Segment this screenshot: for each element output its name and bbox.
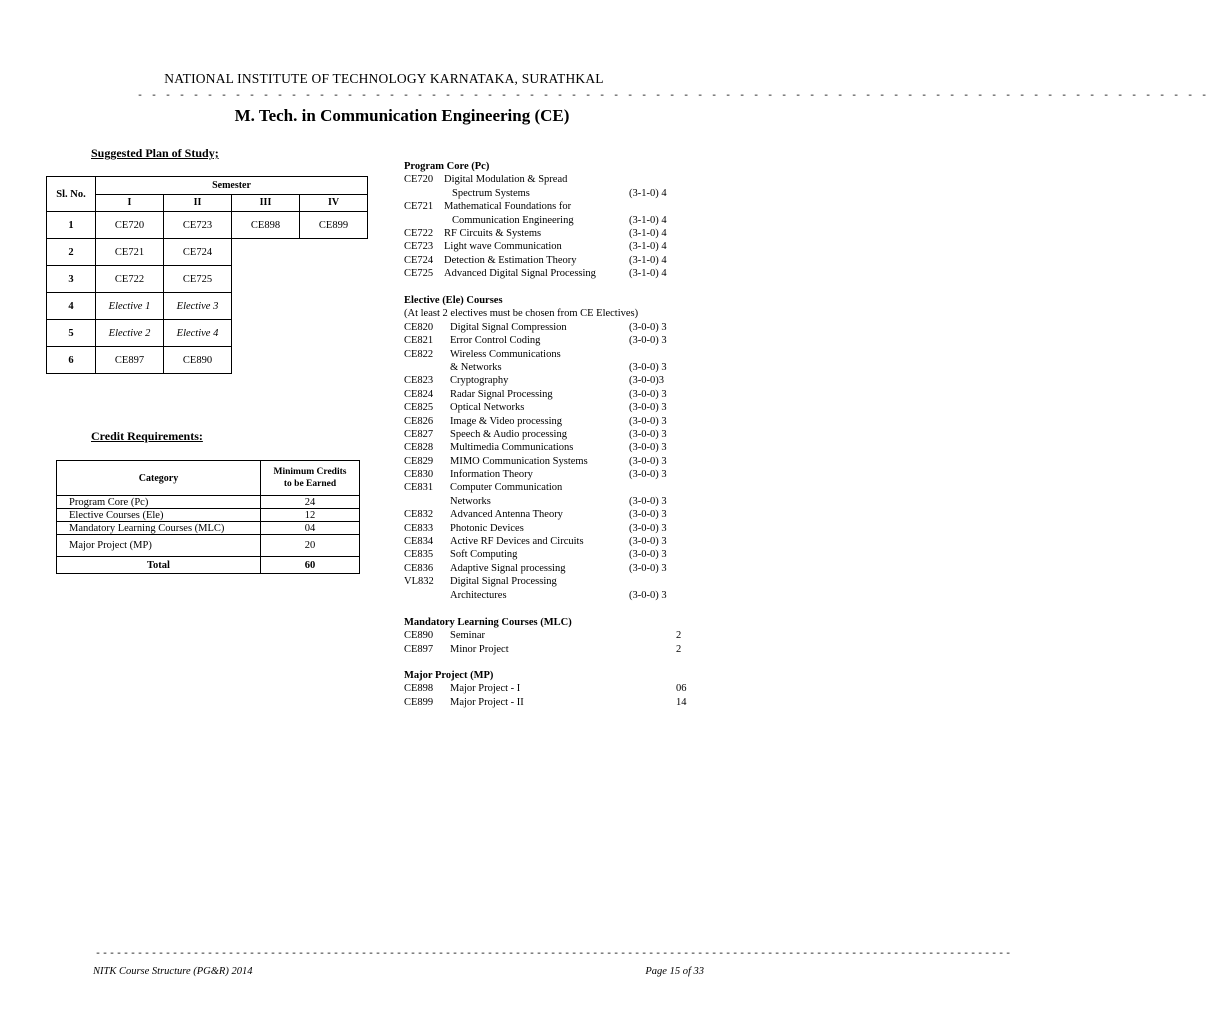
course-line	[404, 441, 704, 454]
program-core-heading: Program Core (Pc)	[404, 161, 490, 172]
course-title: Optical Networks	[450, 402, 525, 414]
course-credits: (3-0-0) 3	[629, 455, 667, 467]
course-title: MIMO Communication Systems	[450, 455, 588, 467]
plan-slno: 1	[47, 212, 96, 239]
course-code: CE822	[404, 348, 434, 360]
plan-cell: CE725	[164, 266, 232, 293]
course-title: Digital Modulation & Spread	[444, 174, 568, 186]
course-title: Computer Communication	[450, 482, 563, 494]
plan-cell: Elective 3	[164, 293, 232, 320]
plan-slno: 4	[47, 293, 96, 320]
credit-col-category: Category	[57, 461, 261, 496]
course-credits: (3-0-0) 3	[629, 522, 667, 534]
course-title: Adaptive Signal processing	[450, 562, 566, 574]
course-line	[404, 348, 704, 361]
footer-page-number: Page 15 of 33	[645, 966, 704, 977]
course-line	[404, 468, 704, 481]
plan-semester-header: IV	[300, 194, 368, 212]
course-code: CE720	[404, 174, 434, 186]
plan-cell: CE720	[96, 212, 164, 239]
course-code: CE820	[404, 321, 434, 333]
course-credits: (3-0-0) 3	[629, 509, 667, 521]
course-line	[404, 173, 704, 186]
course-line	[404, 187, 704, 200]
plan-col-slno: Sl. No.	[47, 177, 96, 212]
table-row	[47, 293, 368, 320]
mlc-section	[404, 616, 704, 656]
course-credits: 2	[676, 630, 682, 642]
course-code: CE831	[404, 482, 434, 494]
course-title: Networks	[450, 495, 491, 507]
course-code: CE836	[404, 562, 434, 574]
credit-value: 12	[261, 509, 360, 522]
plan-slno: 6	[47, 347, 96, 374]
course-line	[404, 374, 704, 387]
course-title: Information Theory	[450, 469, 533, 481]
course-credits: 06	[676, 683, 687, 695]
course-code: CE824	[404, 388, 434, 400]
plan-semester-header: III	[232, 194, 300, 212]
course-credits: (3-0-0) 3	[629, 361, 667, 373]
course-code: CE828	[404, 442, 434, 454]
course-credits: (3-0-0) 3	[629, 536, 667, 548]
course-line	[404, 522, 704, 535]
course-code: CE725	[404, 268, 434, 280]
header-divider: - - - - - - - - - - - - - - - - - - - - - - - - - - - - - - - - - - - - - - - - - - - - - - - - - - - - - - - - - - - - - - - - - - - - - - - - - - - - -	[137, 91, 1208, 102]
course-code: CE722	[404, 227, 434, 239]
course-credits: (3-0-0) 3	[629, 388, 667, 400]
major-project-heading: Major Project (MP)	[404, 670, 494, 681]
course-title: RF Circuits & Systems	[444, 227, 542, 239]
table-row	[57, 535, 360, 557]
course-credits: (3-1-0) 4	[629, 254, 667, 266]
course-title: Seminar	[450, 630, 485, 642]
course-line	[404, 415, 704, 428]
plan-semester-header: II	[164, 194, 232, 212]
course-line	[404, 548, 704, 561]
program-title: M. Tech. in Communication Engineering (CE)	[234, 106, 570, 125]
plan-cell: CE722	[96, 266, 164, 293]
course-credits: (3-0-0) 3	[629, 549, 667, 561]
course-title: Radar Signal Processing	[450, 388, 553, 400]
course-line	[404, 334, 704, 347]
course-code: CE823	[404, 375, 434, 387]
course-line	[404, 240, 704, 253]
footer-divider: -----------------------------------------------------------------------------------------------------------------------------------	[95, 949, 1013, 960]
credit-heading: Credit Requirements:	[91, 429, 203, 443]
course-title: Detection & Estimation Theory	[444, 254, 577, 266]
course-credits: (3-1-0) 4	[629, 241, 667, 253]
course-credits: (3-0-0) 3	[629, 495, 667, 507]
course-line	[404, 200, 704, 213]
course-credits: 2	[676, 643, 682, 655]
course-code: CE832	[404, 509, 434, 521]
course-credits: (3-1-0) 4	[629, 268, 667, 280]
electives-heading: Elective (Ele) Courses	[404, 295, 503, 306]
plan-cell: CE890	[164, 347, 232, 374]
course-code: CE830	[404, 469, 434, 481]
course-title: & Networks	[450, 361, 502, 373]
course-code: CE890	[404, 630, 434, 642]
credit-total-value: 60	[261, 557, 360, 574]
course-credits: (3-0-0) 3	[629, 589, 667, 601]
course-line	[404, 643, 704, 656]
course-line	[404, 589, 704, 602]
course-line	[404, 401, 704, 414]
course-credits: 14	[676, 696, 687, 708]
course-code: CE825	[404, 402, 434, 414]
course-title: Architectures	[450, 589, 507, 601]
course-credits: (3-0-0) 3	[629, 335, 667, 347]
table-row	[57, 557, 360, 574]
course-credits: (3-0-0) 3	[629, 562, 667, 574]
course-line	[404, 267, 704, 280]
table-row	[47, 239, 368, 266]
course-line	[404, 682, 704, 695]
plan-cell: Elective 4	[164, 320, 232, 347]
course-title: Speech & Audio processing	[450, 428, 567, 440]
course-line	[404, 575, 704, 588]
course-code: CE898	[404, 683, 434, 695]
course-title: Photonic Devices	[450, 522, 524, 534]
course-line	[404, 455, 704, 468]
course-line	[404, 214, 704, 227]
table-row	[47, 347, 368, 374]
course-code: CE724	[404, 254, 434, 266]
course-code: VL832	[404, 576, 434, 588]
mlc-heading: Mandatory Learning Courses (MLC)	[404, 617, 572, 628]
course-credits: (3-0-0) 3	[629, 469, 667, 481]
plan-cell: CE723	[164, 212, 232, 239]
credit-category: Elective Courses (Ele)	[57, 509, 261, 522]
credit-total-label: Total	[57, 557, 261, 574]
plan-col-semester: Semester	[96, 177, 368, 195]
credit-category: Mandatory Learning Courses (MLC)	[57, 522, 261, 535]
course-title: Error Control Coding	[450, 335, 541, 347]
plan-cell: Elective 1	[96, 293, 164, 320]
electives-note: (At least 2 electives must be chosen from CE Electives)	[404, 308, 639, 320]
course-line	[404, 361, 704, 374]
plan-cell: Elective 2	[96, 320, 164, 347]
course-credits: (3-0-0) 3	[629, 442, 667, 454]
course-title: Digital Signal Processing	[450, 576, 557, 588]
plan-slno: 5	[47, 320, 96, 347]
course-credits: (3-1-0) 4	[629, 227, 667, 239]
table-row	[57, 509, 360, 522]
course-credits: (3-0-0) 3	[629, 428, 667, 440]
course-title: Image & Video processing	[450, 415, 563, 427]
program-core-section	[404, 160, 704, 281]
course-line	[404, 428, 704, 441]
course-title: Soft Computing	[450, 549, 518, 561]
course-line	[404, 629, 704, 642]
course-line	[404, 227, 704, 240]
course-code: CE826	[404, 415, 434, 427]
course-line	[404, 254, 704, 267]
credit-col-min-line2: to be Earned	[283, 479, 337, 489]
course-code: CE834	[404, 536, 434, 548]
course-code: CE835	[404, 549, 434, 561]
course-credits: (3-1-0) 4	[629, 187, 667, 199]
course-title: Wireless Communications	[450, 348, 561, 360]
course-title: Spectrum Systems	[452, 187, 530, 199]
course-title: Minor Project	[450, 643, 509, 655]
course-title: Major Project - II	[450, 696, 524, 708]
course-code: CE899	[404, 696, 434, 708]
course-code: CE821	[404, 335, 434, 347]
course-code: CE829	[404, 455, 434, 467]
course-title: Digital Signal Compression	[450, 321, 567, 333]
course-title: Mathematical Foundations for	[444, 201, 572, 213]
course-title: Cryptography	[450, 375, 509, 387]
credit-value: 24	[261, 496, 360, 509]
course-credits: (3-0-0) 3	[629, 321, 667, 333]
course-credits: (3-1-0) 4	[629, 214, 667, 226]
course-code: CE833	[404, 522, 434, 534]
credit-col-min-line1: Minimum Credits	[273, 467, 347, 477]
credit-category: Program Core (Pc)	[57, 496, 261, 509]
course-credits: (3-0-0) 3	[629, 402, 667, 414]
course-title: Major Project - I	[450, 683, 521, 695]
plan-semester-header: I	[96, 194, 164, 212]
institute-header: NATIONAL INSTITUTE OF TECHNOLOGY KARNATAKA, SURATHKAL	[164, 71, 604, 86]
course-line	[404, 481, 704, 494]
footer-course-structure: NITK Course Structure (PG&R) 2014	[93, 966, 253, 977]
course-title: Multimedia Communications	[450, 442, 574, 454]
course-code: CE723	[404, 241, 434, 253]
course-title: Advanced Digital Signal Processing	[444, 268, 596, 280]
course-line	[404, 388, 704, 401]
course-line	[404, 508, 704, 521]
plan-cell: CE898	[232, 212, 300, 239]
course-code: CE897	[404, 643, 434, 655]
course-title: Advanced Antenna Theory	[450, 509, 563, 521]
course-title: Active RF Devices and Circuits	[450, 536, 584, 548]
course-line	[404, 562, 704, 575]
course-line	[404, 696, 704, 709]
table-row	[47, 266, 368, 293]
major-project-section	[404, 669, 704, 709]
plan-cell: CE897	[96, 347, 164, 374]
plan-slno: 3	[47, 266, 96, 293]
plan-cell: CE721	[96, 239, 164, 266]
course-line	[404, 535, 704, 548]
credit-table	[56, 460, 360, 574]
credit-col-minimum	[261, 461, 360, 496]
table-row	[47, 320, 368, 347]
credit-value: 20	[261, 535, 360, 557]
table-row	[57, 496, 360, 509]
plan-slno: 2	[47, 239, 96, 266]
electives-section	[404, 294, 704, 602]
table-row	[57, 522, 360, 535]
plan-cell: CE724	[164, 239, 232, 266]
plan-cell: CE899	[300, 212, 368, 239]
credit-value: 04	[261, 522, 360, 535]
course-title: Light wave Communication	[444, 241, 562, 253]
course-credits: (3-0-0)3	[629, 375, 664, 387]
course-code: CE721	[404, 201, 434, 213]
course-line	[404, 321, 704, 334]
plan-heading: Suggested Plan of Study;	[91, 146, 219, 160]
table-row	[47, 212, 368, 239]
credit-category: Major Project (MP)	[57, 535, 261, 557]
plan-table	[46, 176, 368, 374]
course-code: CE827	[404, 428, 434, 440]
course-line	[404, 495, 704, 508]
course-title: Communication Engineering	[452, 214, 574, 226]
course-credits: (3-0-0) 3	[629, 415, 667, 427]
